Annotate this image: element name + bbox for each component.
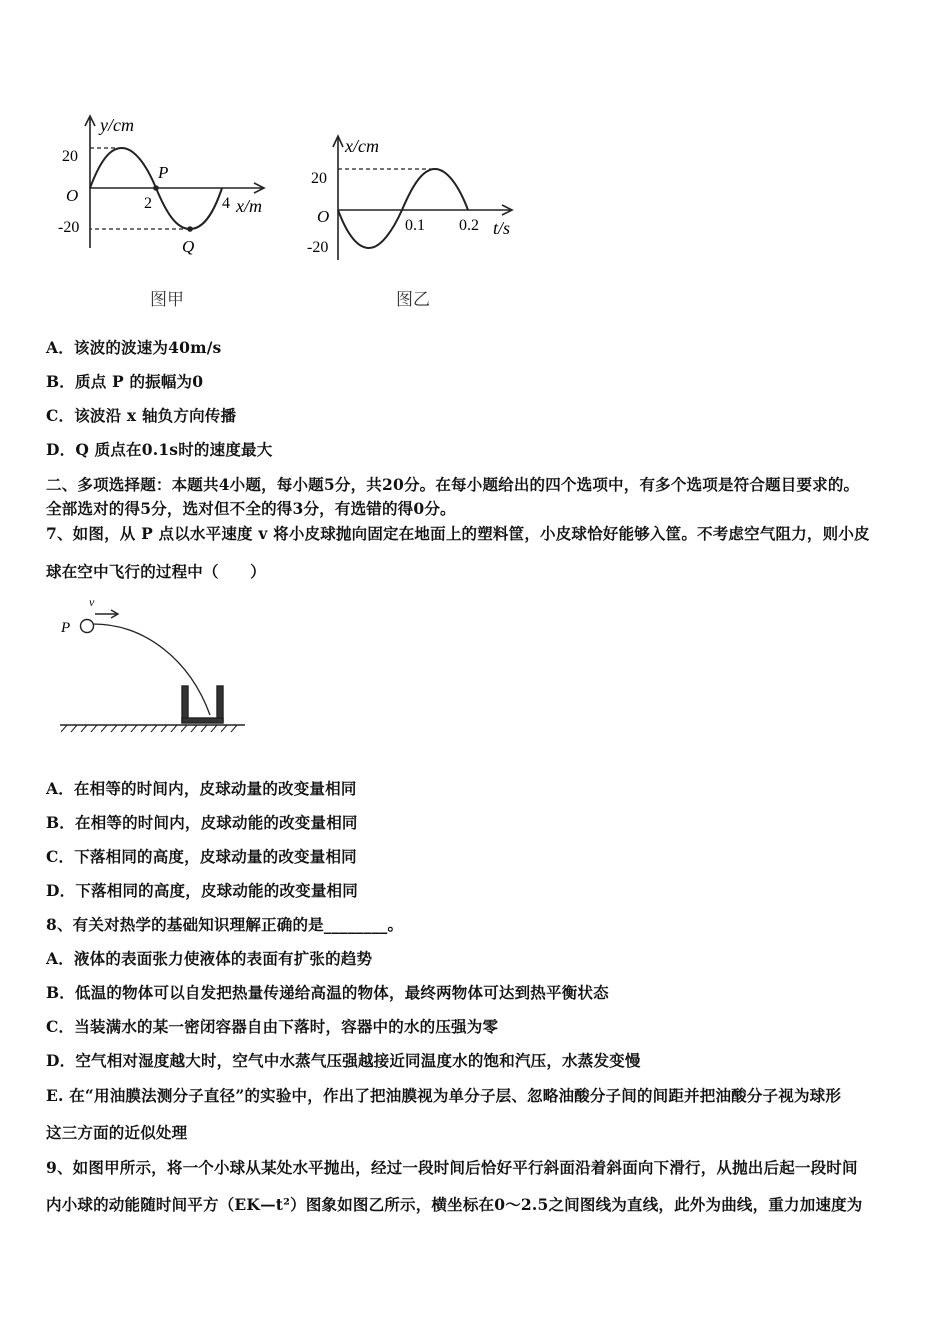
q8-stem: 8、有关对热学的基础知识理解正确的是________。 [46, 915, 404, 934]
axis-x-label: x/m [236, 196, 262, 216]
basket-left-wall [182, 686, 188, 722]
tick-neg20: -20 [307, 239, 329, 256]
q6-option-b: B．质点 P 的振幅为0 [46, 372, 204, 391]
trajectory-path [93, 624, 210, 715]
point-q-marker [187, 226, 193, 232]
q9-stem-line2: 内小球的动能随时间平方（EK—t²）图象如图乙所示，横坐标在0～2.5之间图线为直线，此外为曲线，重力加速度为 [46, 1195, 863, 1214]
tick-20: 20 [311, 170, 327, 187]
basket-bottom [182, 718, 223, 723]
origin-label: O [66, 186, 79, 205]
figure-yi-caption: 图乙 [396, 290, 430, 310]
q8-option-a: A．液体的表面张力使液体的表面有扩张的趋势 [46, 949, 373, 968]
q6-option-a: A．该波的波速为40m/s [46, 338, 222, 357]
section2-line1: 二、多项选择题：本题共4小题，每小题5分，共20分。在每小题给出的四个选项中，有多个选项是符合题目要求的。 [46, 475, 860, 494]
point-p-marker [153, 185, 159, 191]
axis-y-label: x/cm [345, 136, 379, 156]
figure-ball-basket [55, 590, 255, 740]
q7-option-d: D．下落相同的高度，皮球动能的改变量相同 [46, 881, 358, 900]
basket-right-wall [217, 686, 223, 722]
point-p-label: P [158, 163, 169, 182]
tick-20: 20 [62, 148, 78, 165]
tick-0-1: 0.1 [405, 217, 425, 234]
q9-stem-line1: 9、如图甲所示，将一个小球从某处水平抛出，经过一段时间后恰好平行斜面沿着斜面向下滑行，从抛出后起一段时间 [46, 1158, 858, 1177]
q6-option-c: C．该波沿 x 轴负方向传播 [46, 406, 237, 425]
point-p-label: P [61, 620, 71, 636]
q7-option-b: B．在相等的时间内，皮球动能的改变量相同 [46, 813, 358, 832]
q7-option-c: C．下落相同的高度，皮球动量的改变量相同 [46, 847, 357, 866]
tick-4: 4 [222, 195, 230, 212]
q6-option-d: D．Q 质点在0.1s时的速度最大 [46, 440, 273, 459]
point-q-label: Q [182, 237, 195, 256]
origin-label: O [317, 207, 330, 226]
tick-neg20: -20 [58, 219, 80, 236]
section2-line2: 全部选对的得5分，选对但不全的得3分，有选错的得0分。 [46, 499, 456, 518]
ball-icon [81, 620, 94, 633]
velocity-label: v [89, 595, 95, 609]
q8-option-e-line2: 这三方面的近似处理 [46, 1123, 188, 1142]
tick-2: 2 [144, 195, 152, 212]
figure-jia [50, 108, 290, 258]
q8-option-e-line1: E. 在“用油膜法测分子直径”的实验中，作出了把油膜视为单分子层、忽略油酸分子间的间距并把油酸分子视为球形 [46, 1086, 842, 1105]
q7-stem-line1: 7、如图，从 P 点以水平速度 v 将小皮球抛向固定在地面上的塑料筐，小皮球恰好能够入筐。不考虑空气阻力，则小皮 [46, 524, 870, 543]
tick-0-2: 0.2 [459, 217, 479, 234]
figure-jia-caption: 图甲 [150, 290, 184, 310]
figure-yi [305, 130, 530, 270]
q7-stem-line2: 球在空中飞行的过程中（ ） [46, 562, 266, 581]
axis-x-label: t/s [493, 218, 511, 238]
q8-option-c: C．当装满水的某一密闭容器自由下落时，容器中的水的压强为零 [46, 1017, 499, 1036]
q8-option-d: D．空气相对湿度越大时，空气中水蒸气压强越接近同温度水的饱和汽压，水蒸发变慢 [46, 1051, 641, 1070]
axis-y-label: y/cm [100, 115, 134, 135]
q7-option-a: A．在相等的时间内，皮球动量的改变量相同 [46, 779, 357, 798]
q8-option-b: B．低温的物体可以自发把热量传递给高温的物体，最终两物体可达到热平衡状态 [46, 983, 609, 1002]
